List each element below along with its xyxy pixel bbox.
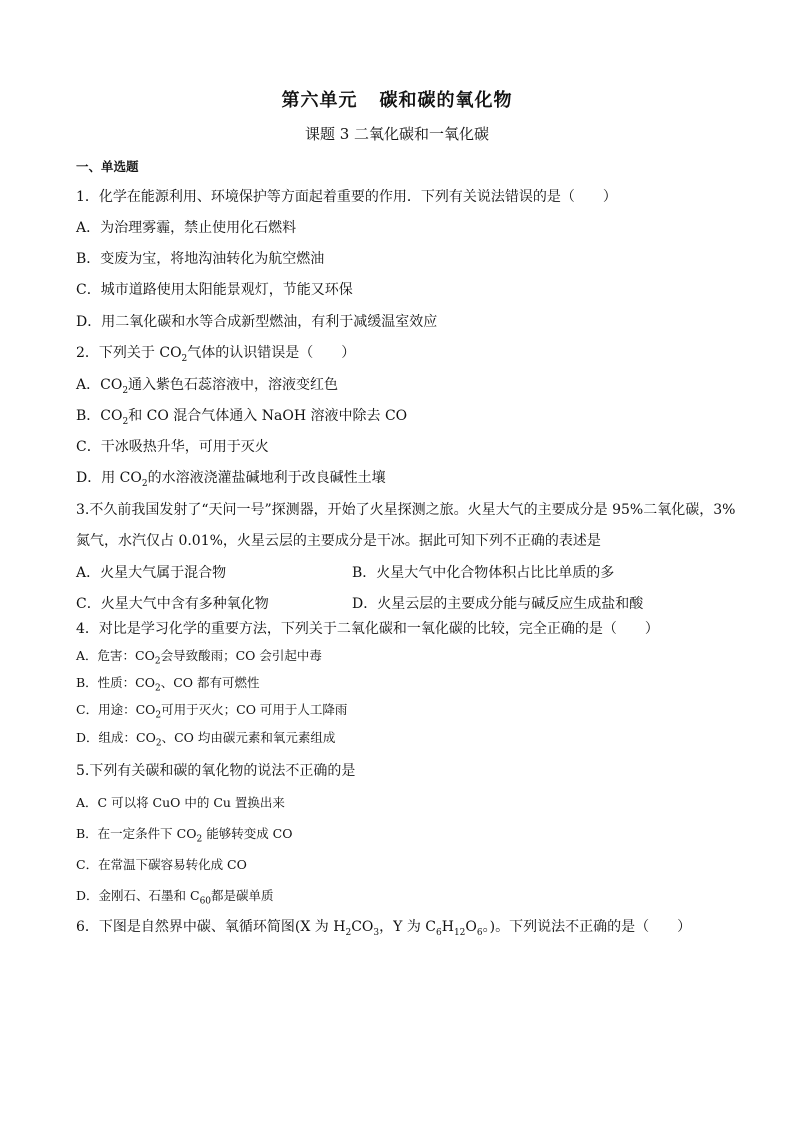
q2-option-b: B．$CO_2$和 CO 混合气体通入 NaOH 溶液中除去 CO	[76, 408, 408, 427]
q2-stem: 2．下列关于 $CO_2$气体的认识错误是（ ）	[76, 345, 356, 364]
q2-option-a: A．$CO_2$通入紫色石蕊溶液中，溶液变红色	[76, 377, 339, 396]
q6-stem: 6．下图是自然界中碳、氧循环简图(X 为 $H_2CO_3$，Y 为 $C_6H_{12}O_6$。)。下列说法不正确的是（ ）	[76, 919, 692, 938]
q1-stem: 1．化学在能源利用、环境保护等方面起着重要的作用．下列有关说法错误的是（ ）	[76, 189, 617, 205]
q5-option-b: B．在一定条件下 $CO_2$ 能够转变成 CO	[76, 826, 293, 845]
q2-option-c: C．干冰吸热升华，可用于灭火	[76, 439, 269, 455]
q3-option-a: A．火星大气属于混合物	[76, 565, 227, 581]
unit-topic: 碳和碳的氧化物	[379, 90, 513, 111]
q1-option-c: C．城市道路使用太阳能景观灯，节能又环保	[76, 282, 353, 298]
q5-option-c: C．在常温下碳容易转化成 CO	[76, 857, 247, 872]
q5-option-d: D．金刚石、石墨和 $C_{60}$都是碳单质	[76, 888, 274, 907]
q5-stem: 5.下列有关碳和碳的氧化物的说法不正确的是	[76, 763, 356, 779]
section-heading: 一、单选题	[76, 159, 139, 174]
q1-option-d: D．用二氧化碳和水等合成新型燃油，有利于减缓温室效应	[76, 314, 438, 330]
q5-option-a: A．C 可以将 CuO 中的 Cu 置换出来	[76, 795, 285, 810]
q3-option-b: B．火星大气中化合物体积占比比单质的多	[352, 565, 615, 581]
q1-option-a: A．为治理雾霾，禁止使用化石燃料	[76, 220, 297, 236]
q2-option-d: D．用 $CO_2$的水溶液浇灌盐碱地利于改良碱性土壤	[76, 470, 386, 489]
unit-label: 第六单元	[281, 90, 358, 111]
q3-option-c: C．火星大气中含有多种氧化物	[76, 596, 269, 612]
q1-option-b: B．变废为宝，将地沟油转化为航空燃油	[76, 251, 325, 267]
q4-option-a: A．危害：$CO_2$会导致酸雨；CO 会引起中毒	[76, 648, 322, 667]
q4-option-b: B．性质：$CO_2$、CO 都有可燃性	[76, 675, 260, 694]
page-title	[0, 86, 794, 112]
q3-stem-line2: 氮气，水汽仅占 0.01%，火星云层的主要成分是干冰。据此可知下列不正确的表述是	[76, 533, 601, 549]
q4-stem: 4．对比是学习化学的重要方法，下列关于二氧化碳和一氧化碳的比较，完全正确的是（ ）	[76, 621, 659, 637]
q3-option-d: D．火星云层的主要成分能与碱反应生成盐和酸	[352, 596, 644, 612]
q3-stem-line1: 3.不久前我国发射了“天问一号”探测器，开始了火星探测之旅。火星大气的主要成分是 95%二氧化碳，3%	[76, 502, 736, 518]
q4-option-c: C．用途：$CO_2$可用于灭火；CO 可用于人工降雨	[76, 702, 348, 721]
q4-option-d: D．组成：$CO_2$、CO 均由碳元素和氧元素组成	[76, 730, 336, 749]
lesson-subtitle: 课题 3 二氧化碳和一氧化碳	[304, 125, 490, 143]
